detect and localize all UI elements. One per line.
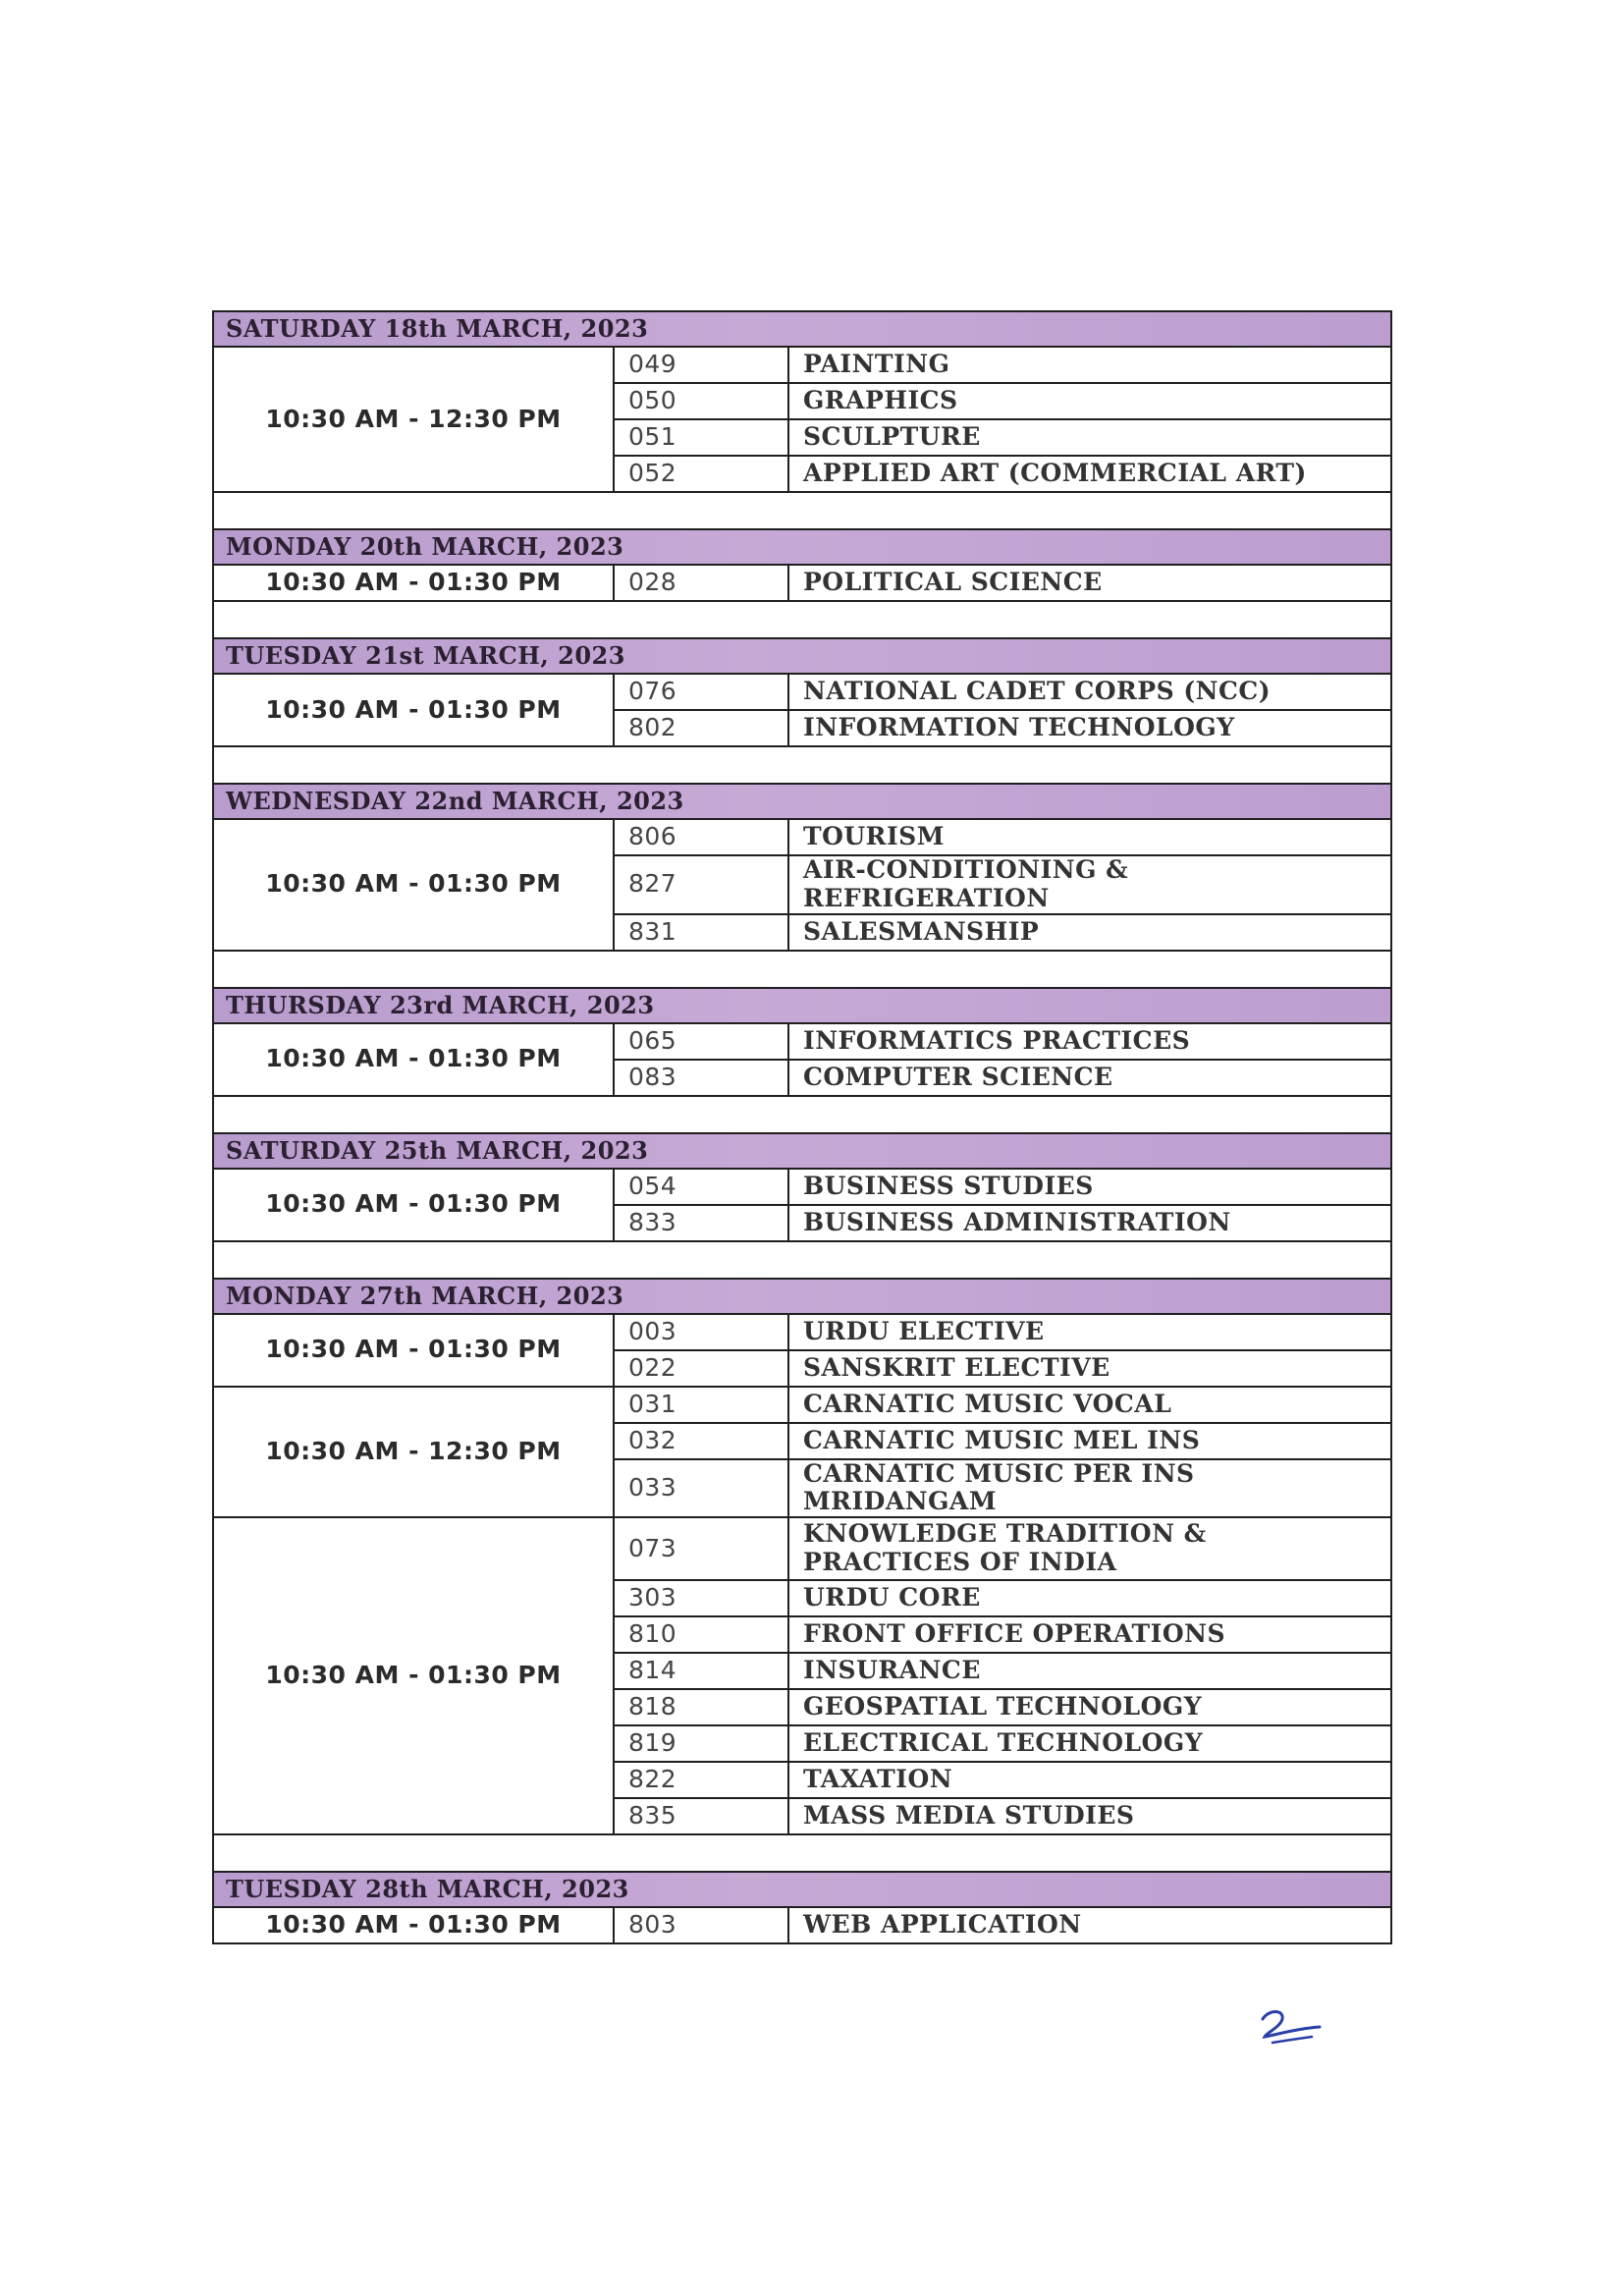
paper-row [213, 347, 1391, 383]
spacer-cell [213, 601, 1391, 638]
subject-name: AIR-CONDITIONING & REFRIGERATION [788, 855, 1391, 914]
date-header: MONDAY 20th MARCH, 2023 [213, 529, 1391, 565]
subject-code: 022 [614, 1350, 788, 1387]
signature-initial [1255, 2003, 1333, 2052]
subject-code: 051 [614, 419, 788, 456]
subject-name: TAXATION [788, 1762, 1391, 1798]
time-slot: 10:30 AM - 01:30 PM [213, 1517, 614, 1834]
date-header: SATURDAY 18th MARCH, 2023 [213, 311, 1391, 347]
subject-name: SANSKRIT ELECTIVE [788, 1350, 1391, 1387]
subject-code: 835 [614, 1798, 788, 1834]
paper-row [213, 1907, 1391, 1943]
time-slot: 10:30 AM - 01:30 PM [213, 1907, 614, 1943]
time-slot: 10:30 AM - 01:30 PM [213, 1314, 614, 1387]
spacer-cell [213, 1096, 1391, 1133]
date-header-row [213, 529, 1391, 565]
subject-code: 052 [614, 456, 788, 492]
subject-code: 831 [614, 914, 788, 951]
paper-row [213, 1169, 1391, 1205]
subject-code: 049 [614, 347, 788, 383]
subject-name: INFORMATICS PRACTICES [788, 1023, 1391, 1060]
subject-name: URDU ELECTIVE [788, 1314, 1391, 1350]
spacer-row [213, 951, 1391, 988]
subject-name: GRAPHICS [788, 383, 1391, 419]
paper-row [213, 1314, 1391, 1350]
spacer-row [213, 746, 1391, 784]
time-slot: 10:30 AM - 12:30 PM [213, 1387, 614, 1518]
subject-name: GEOSPATIAL TECHNOLOGY [788, 1689, 1391, 1725]
date-header-row [213, 311, 1391, 347]
spacer-cell [213, 492, 1391, 529]
date-header: THURSDAY 23rd MARCH, 2023 [213, 988, 1391, 1023]
subject-code: 003 [614, 1314, 788, 1350]
date-header: MONDAY 27th MARCH, 2023 [213, 1279, 1391, 1314]
spacer-cell [213, 1834, 1391, 1872]
subject-name: COMPUTER SCIENCE [788, 1060, 1391, 1096]
paper-row [213, 1517, 1391, 1580]
date-header-row [213, 1279, 1391, 1314]
date-header: TUESDAY 21st MARCH, 2023 [213, 638, 1391, 674]
subject-code: 827 [614, 855, 788, 914]
subject-code: 822 [614, 1762, 788, 1798]
subject-name: TOURISM [788, 819, 1391, 855]
subject-code: 028 [614, 565, 788, 601]
subject-code: 032 [614, 1423, 788, 1459]
subject-name: URDU CORE [788, 1580, 1391, 1616]
subject-name: APPLIED ART (COMMERCIAL ART) [788, 456, 1391, 492]
subject-code: 814 [614, 1653, 788, 1689]
subject-name: CARNATIC MUSIC MEL INS [788, 1423, 1391, 1459]
spacer-row [213, 1241, 1391, 1279]
subject-name: CARNATIC MUSIC VOCAL [788, 1387, 1391, 1423]
subject-name: KNOWLEDGE TRADITION & PRACTICES OF INDIA [788, 1517, 1391, 1580]
subject-name: PAINTING [788, 347, 1391, 383]
subject-name: ELECTRICAL TECHNOLOGY [788, 1725, 1391, 1762]
spacer-row [213, 1096, 1391, 1133]
spacer-row [213, 601, 1391, 638]
paper-row [213, 674, 1391, 710]
paper-row [213, 565, 1391, 601]
subject-name: INSURANCE [788, 1653, 1391, 1689]
subject-name: BUSINESS STUDIES [788, 1169, 1391, 1205]
date-header-row [213, 638, 1391, 674]
subject-code: 833 [614, 1205, 788, 1241]
subject-code: 065 [614, 1023, 788, 1060]
subject-code: 033 [614, 1459, 788, 1518]
subject-code: 054 [614, 1169, 788, 1205]
date-header-row [213, 1872, 1391, 1907]
subject-code: 802 [614, 710, 788, 746]
date-header: SATURDAY 25th MARCH, 2023 [213, 1133, 1391, 1169]
subject-code: 806 [614, 819, 788, 855]
spacer-row [213, 1834, 1391, 1872]
subject-name: WEB APPLICATION [788, 1907, 1391, 1943]
paper-row [213, 819, 1391, 855]
date-header-row [213, 784, 1391, 819]
subject-name: NATIONAL CADET CORPS (NCC) [788, 674, 1391, 710]
subject-name: FRONT OFFICE OPERATIONS [788, 1616, 1391, 1653]
subject-code: 073 [614, 1517, 788, 1580]
spacer-cell [213, 746, 1391, 784]
subject-name: BUSINESS ADMINISTRATION [788, 1205, 1391, 1241]
subject-code: 303 [614, 1580, 788, 1616]
subject-code: 083 [614, 1060, 788, 1096]
subject-name: INFORMATION TECHNOLOGY [788, 710, 1391, 746]
time-slot: 10:30 AM - 01:30 PM [213, 674, 614, 746]
date-header-row [213, 1133, 1391, 1169]
subject-name: SALESMANSHIP [788, 914, 1391, 951]
date-header: TUESDAY 28th MARCH, 2023 [213, 1872, 1391, 1907]
date-header-row [213, 988, 1391, 1023]
exam-schedule-table [212, 310, 1392, 1944]
spacer-cell [213, 951, 1391, 988]
time-slot: 10:30 AM - 01:30 PM [213, 1169, 614, 1241]
paper-row [213, 1023, 1391, 1060]
subject-name: SCULPTURE [788, 419, 1391, 456]
subject-name: POLITICAL SCIENCE [788, 565, 1391, 601]
spacer-row [213, 492, 1391, 529]
time-slot: 10:30 AM - 01:30 PM [213, 1023, 614, 1096]
subject-code: 031 [614, 1387, 788, 1423]
schedule-body [213, 311, 1391, 1943]
subject-code: 810 [614, 1616, 788, 1653]
subject-code: 050 [614, 383, 788, 419]
subject-name: CARNATIC MUSIC PER INS MRIDANGAM [788, 1459, 1391, 1518]
paper-row [213, 1387, 1391, 1423]
time-slot: 10:30 AM - 01:30 PM [213, 565, 614, 601]
time-slot: 10:30 AM - 12:30 PM [213, 347, 614, 492]
date-header: WEDNESDAY 22nd MARCH, 2023 [213, 784, 1391, 819]
subject-code: 803 [614, 1907, 788, 1943]
subject-code: 818 [614, 1689, 788, 1725]
time-slot: 10:30 AM - 01:30 PM [213, 819, 614, 951]
subject-name: MASS MEDIA STUDIES [788, 1798, 1391, 1834]
subject-code: 819 [614, 1725, 788, 1762]
spacer-cell [213, 1241, 1391, 1279]
subject-code: 076 [614, 674, 788, 710]
